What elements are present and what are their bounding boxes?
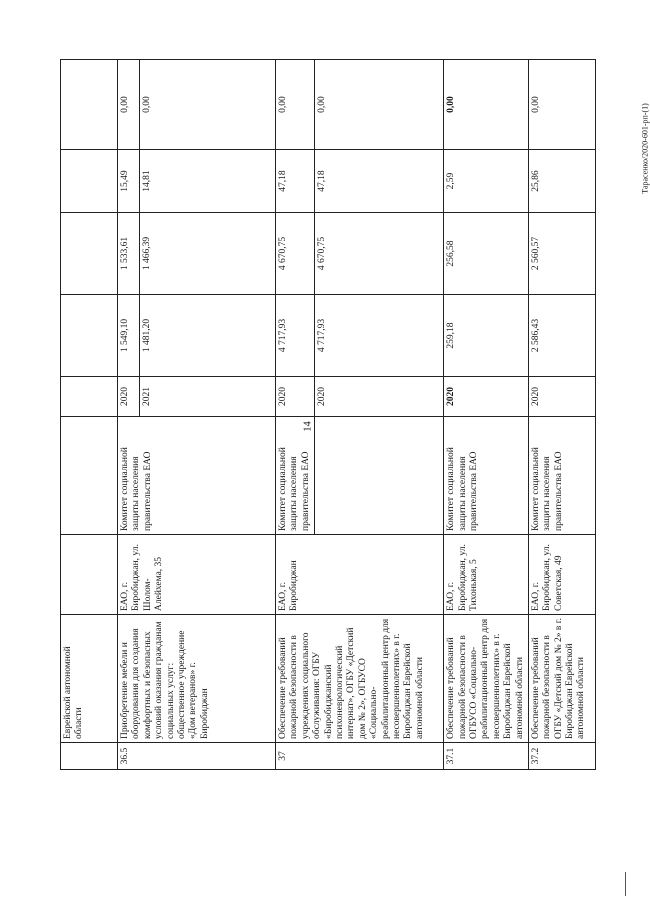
federal-amount-cell: 2 560,57 [528, 213, 595, 295]
table-row [528, 60, 595, 770]
empty-cell [61, 60, 118, 150]
other-amount-cell: 0,00 [140, 60, 276, 150]
empty-cell [61, 213, 118, 295]
table-row [444, 60, 529, 770]
address-cell: ЕАО, г. Биробиджан, ул. Тихонькая, 5 [444, 535, 529, 615]
page-number: 14 [302, 421, 314, 432]
other-amount-cell: 0,00 [528, 60, 595, 150]
year-cell: 2020 [315, 377, 444, 417]
address-cell: ЕАО, г. Биробиджан, ул. Советская, 49 [528, 535, 595, 615]
other-amount-cell: 0,00 [444, 60, 529, 150]
row-number-cell: 37 [276, 743, 444, 770]
object-name-cell: Еврейской автономной области [61, 615, 118, 743]
customer-cell: Комитет социальной защиты населения правительства ЕАО [528, 417, 595, 535]
customer-cell: Комитет социальной защиты населения правительства ЕАО [444, 417, 529, 535]
row-number-cell: 37.2 [528, 743, 595, 770]
table-row [118, 60, 140, 770]
row-number-cell [61, 743, 118, 770]
empty-cell [315, 417, 444, 535]
total-amount-cell: 4 717,93 [315, 295, 444, 377]
document-code: Тарасенко/2020-601-рп-(1) [640, 103, 650, 194]
total-amount-cell: 1 481,20 [140, 295, 276, 377]
year-cell: 2020 [444, 377, 529, 417]
address-cell: ЕАО, г. Биробиджан [276, 535, 444, 615]
year-cell: 2021 [140, 377, 276, 417]
program-table-grid [60, 59, 596, 770]
empty-cell [61, 535, 118, 615]
year-cell: 2020 [528, 377, 595, 417]
regional-amount-cell: 14,81 [140, 150, 276, 213]
regional-amount-cell: 47,18 [315, 150, 444, 213]
margin-mark [625, 872, 626, 896]
total-amount-cell: 4 717,93 [276, 295, 315, 377]
regional-amount-cell: 15,49 [118, 150, 140, 213]
regional-amount-cell: 25,86 [528, 150, 595, 213]
table-row-continuation [61, 60, 118, 770]
other-amount-cell: 0,00 [315, 60, 444, 150]
year-cell: 2020 [276, 377, 315, 417]
empty-cell [61, 295, 118, 377]
federal-amount-cell: 256,58 [444, 213, 529, 295]
object-name-cell: Обеспечение требований пожарной безопасности в ОГБУ «Детский дом № 2» в г. Биробиджан Еврейской автономной области [528, 615, 595, 743]
address-cell: ЕАО, г. Биробиджан, ул. Шолом-Алейхема, 35 [118, 535, 276, 615]
federal-amount-cell: 4 670,75 [315, 213, 444, 295]
total-amount-cell: 2 586,43 [528, 295, 595, 377]
program-table [60, 60, 587, 770]
empty-cell [61, 417, 118, 535]
regional-amount-cell: 47,18 [276, 150, 315, 213]
year-cell: 2020 [118, 377, 140, 417]
customer-cell: Комитет социальной защиты населения правительства ЕАО [118, 417, 276, 535]
regional-amount-cell: 2,59 [444, 150, 529, 213]
table-row [276, 60, 315, 770]
row-number-cell: 36.5 [118, 743, 276, 770]
federal-amount-cell: 4 670,75 [276, 213, 315, 295]
federal-amount-cell: 1 533,61 [118, 213, 140, 295]
total-amount-cell: 259,18 [444, 295, 529, 377]
other-amount-cell: 0,00 [118, 60, 140, 150]
other-amount-cell: 0,00 [276, 60, 315, 150]
row-number-cell: 37.1 [444, 743, 529, 770]
customer-cell: Комитет социальной защиты населения правительства ЕАО [276, 417, 315, 535]
federal-amount-cell: 1 466,39 [140, 213, 276, 295]
empty-cell [61, 150, 118, 213]
object-name-cell: Обеспечение требований пожарной безопасности в ОГБУСО «Социально-реабилитационный центр для несовершеннолетних» в г. Биробиджан Еврейской автономной области [444, 615, 529, 743]
total-amount-cell: 1 549,10 [118, 295, 140, 377]
object-name-cell: Обеспечение требований пожарной безопасности в учреждениях социального обслуживания: ОГБУ «Биробиджанский психоневрологический интернат», ОГБУ «Детский дом № 2», ОГБУСО «Социально-реабилитационный центр для несовершеннолетних» в г. Биробиджан Еврейской автономной области [276, 615, 444, 743]
empty-cell [61, 377, 118, 417]
object-name-cell: Приобретение мебели и оборудования для создания комфортных и безопасных условий оказания гражданам социальных услуг: общественное учреждение «Дом ветеранов» г. Биробиджан [118, 615, 276, 743]
